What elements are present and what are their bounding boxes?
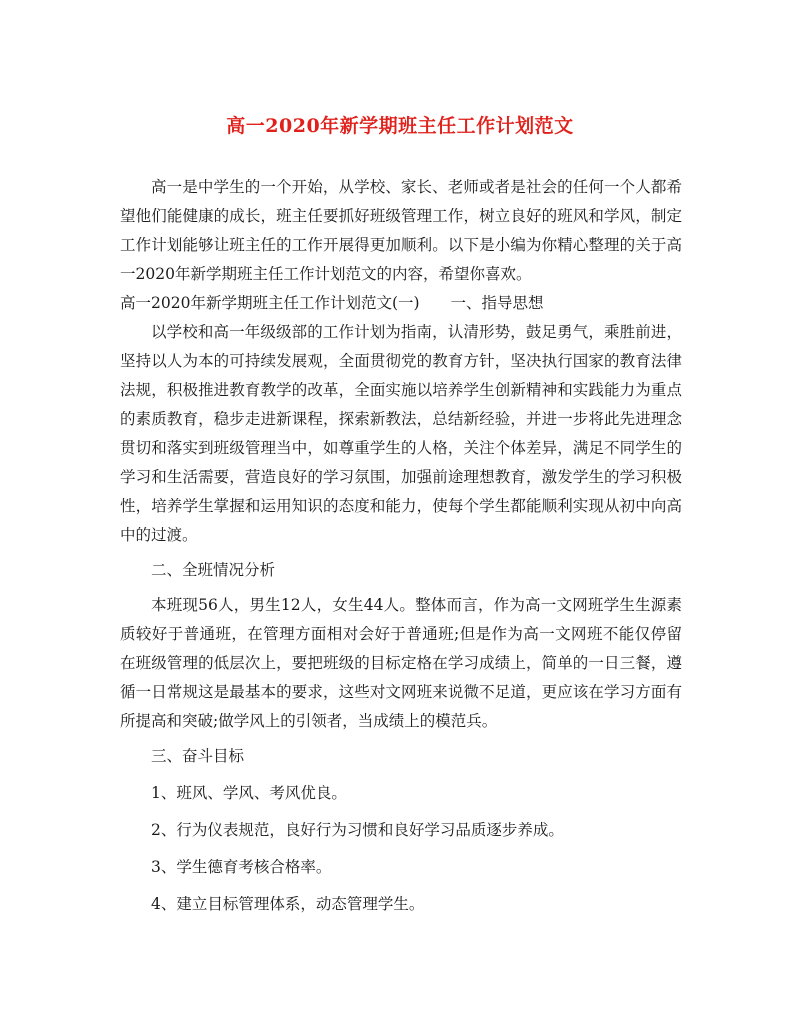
section2-paragraph: 本班现56人，男生12人，女生44人。整体而言，作为高一文网班学生生源素质较好于普通班，在管理方面相对会好于普通班;但是作为高一文网班不能仅停留在班级管理的低层次上，要把班级的目标定格在学习成绩上，简单的一日三餐，遵循一日常规这是最基本的要求，这些对文网班来说微不足道，更应该在学习方面有所提高和突破;做学风上的引领者，当成绩上的模范兵。 (120, 596, 682, 730)
guiding-paragraph: 以学校和高一年级级部的工作计划为指南，认清形势，鼓足勇气，乘胜前进，坚持以人为本的可持续发展观，全面贯彻党的教育方针，坚决执行国家的教育法律法规，积极推进教育教学的改革，全面实施以培养学生创新精神和实践能力为重点的素质教育，稳步走进新课程，探索新教法，总结新经验，并进一步将此先进理念贯切和落实到班级管理当中，如尊重学生的人格，关注个体差异，满足不同学生的学习和生活需要，营造良好的学习氛围，加强前途理想教育，激发学生的学习积极性，培养学生掌握和运用知识的态度和能力，使每个学生都能顺利实现从初中向高中的过渡。 (120, 323, 682, 544)
intro-paragraph: 高一是中学生的一个开始，从学校、家长、老师或者是社会的任何一个人都希望他们能健康的成长，班主任要抓好班级管理工作，树立良好的班风和学风，制定工作计划能够让班主任的工作开展得更加顺利。以下是小编为你精心整理的关于高一2020年新学期班主任工作计划范文的内容，希望你喜欢。 (120, 178, 682, 283)
document-body (120, 173, 682, 927)
goal-item: 3、学生德育考核合格率。 (151, 858, 332, 876)
section3-heading: 三、奋斗目标 (151, 747, 245, 765)
subtitle-line: 高一2020年新学期班主任工作计划范文(一) 一、指导思想 (120, 294, 544, 312)
goal-item: 1、班风、学风、考风优良。 (151, 784, 347, 802)
section2-heading: 二、全班情况分析 (151, 561, 276, 579)
page-title: 高一2020年新学期班主任工作计划范文 (226, 115, 574, 137)
goal-item: 2、行为仪表规范，良好行为习惯和良好学习品质逐步养成。 (151, 821, 564, 839)
goal-item: 4、建立目标管理体系，动态管理学生。 (151, 895, 425, 913)
